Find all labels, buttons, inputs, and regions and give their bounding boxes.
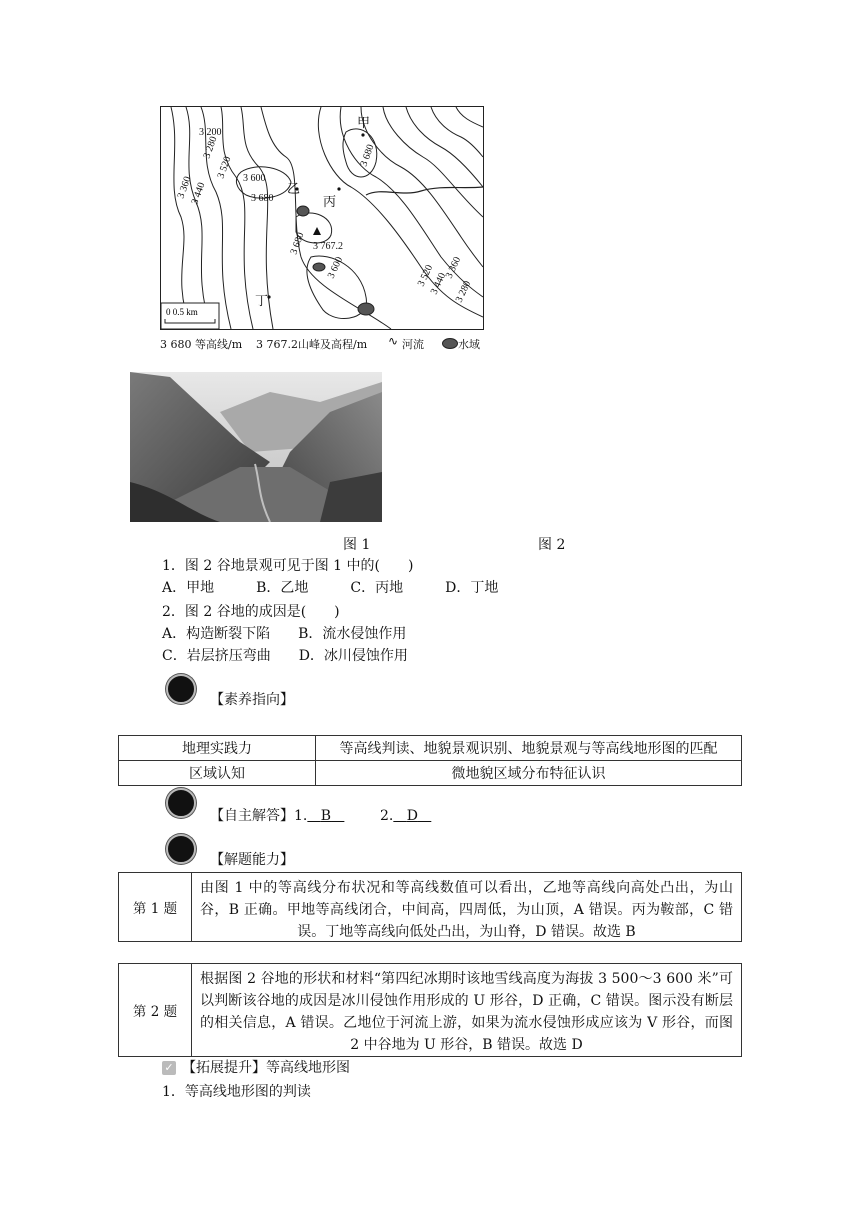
question-2-options-a: A．构造断裂下陷 B．流水侵蚀作用	[162, 626, 407, 642]
contour-lines	[161, 107, 483, 329]
solution-1	[118, 872, 742, 942]
svg-text:3 440: 3 440	[189, 181, 208, 207]
legend-water: 水域	[458, 338, 480, 351]
peak-icon	[313, 227, 321, 235]
svg-text:甲: 甲	[357, 116, 371, 131]
question-1-stem: 1．图 2 谷地景观可见于图 1 中的( )	[162, 558, 414, 574]
svg-text:3 280: 3 280	[453, 279, 474, 305]
caption-fig1: 图 1	[343, 537, 371, 553]
extension-heading: 【拓展提升】等高线地形图	[182, 1060, 350, 1076]
literacy-heading: 【素养指向】	[210, 692, 294, 708]
legend-river: 河流	[402, 338, 424, 351]
river-line	[366, 187, 483, 195]
solution-label: 第 2 题	[119, 964, 192, 1056]
svg-text:3 680: 3 680	[251, 193, 274, 204]
extension-item: 1．等高线地形图的判读	[162, 1084, 311, 1100]
question-2-options-b: C．岩层挤压弯曲 D．冰川侵蚀作用	[162, 648, 408, 664]
bullet-icon	[166, 834, 196, 864]
svg-text:丁: 丁	[255, 294, 269, 309]
answer-line: 【自主解答】1. B 2. D	[210, 808, 418, 824]
map-legend	[160, 334, 490, 352]
ability-heading: 【解题能力】	[210, 852, 294, 868]
answer-2: D	[406, 808, 418, 824]
check-icon: ✓	[162, 1061, 176, 1075]
water-icon	[442, 338, 458, 349]
svg-text:3 360: 3 360	[175, 175, 194, 201]
question-2-stem: 2．图 2 谷地的成因是( )	[162, 604, 340, 620]
solution-text: 由图 1 中的等高线分布状况和等高线数值可以看出，乙地等高线向高处凸出，为山谷，B 正确。甲地等高线闭合，中间高，四周低，为山顶，A 错误。丙为鞍部，C 错误。丁地等高线向低处凸出，为山脊，D 错误。故选 B	[200, 880, 733, 940]
answer-1: B	[320, 808, 332, 824]
legend-contour: 3 680 等高线/m	[160, 338, 243, 351]
solution-label: 第 1 题	[119, 873, 192, 941]
svg-text:3 600: 3 600	[243, 173, 266, 184]
question-1-options: A．甲地 B．乙地 C．丙地 D．丁地	[162, 580, 499, 596]
svg-text:3 767.2: 3 767.2	[313, 241, 343, 252]
contour-label: 3 200	[199, 127, 222, 138]
svg-text:3 360: 3 360	[443, 255, 464, 281]
svg-text:3 600: 3 600	[325, 255, 346, 281]
valley-photo	[130, 372, 382, 522]
svg-text:3 520: 3 520	[415, 263, 436, 289]
literacy-table	[118, 735, 742, 786]
contour-map	[160, 106, 484, 330]
caption-fig2: 图 2	[538, 537, 566, 553]
bullet-icon	[166, 788, 196, 818]
scale-bar: 0 0.5 km	[166, 307, 198, 317]
table-row: 地理实践力 等高线判读、地貌景观识别、地貌景观与等高线地形图的匹配	[119, 736, 742, 761]
svg-text:3 440: 3 440	[428, 271, 449, 297]
svg-text:乙: 乙	[287, 182, 301, 197]
table-row: 区域认知 微地貌区域分布特征认识	[119, 761, 742, 786]
river-icon: ∿	[388, 334, 399, 348]
svg-text:丙: 丙	[323, 195, 337, 210]
bullet-icon	[166, 674, 196, 704]
solution-text: 根据图 2 谷地的形状和材料“第四纪冰期时该地雪线高度为海拔 3 500～3 600 米”可以判断该谷地的成因是冰川侵蚀作用形成的 U 形谷，D 正确，C 错误。图示没有断层的相关信息，A 错误。乙地位于河流上游，如果为流水侵蚀形成应该为 V 形谷，而图 2 中谷地为 U 形谷，B 错误。故选 D	[200, 971, 733, 1053]
svg-text:3 680: 3 680	[358, 143, 377, 169]
svg-text:3 280: 3 280	[201, 135, 220, 161]
svg-text:3 680: 3 680	[288, 231, 307, 257]
legend-peak: 3 767.2山峰及高程/m	[256, 338, 368, 351]
solution-2	[118, 963, 742, 1057]
svg-text:3 520: 3 520	[215, 155, 234, 181]
